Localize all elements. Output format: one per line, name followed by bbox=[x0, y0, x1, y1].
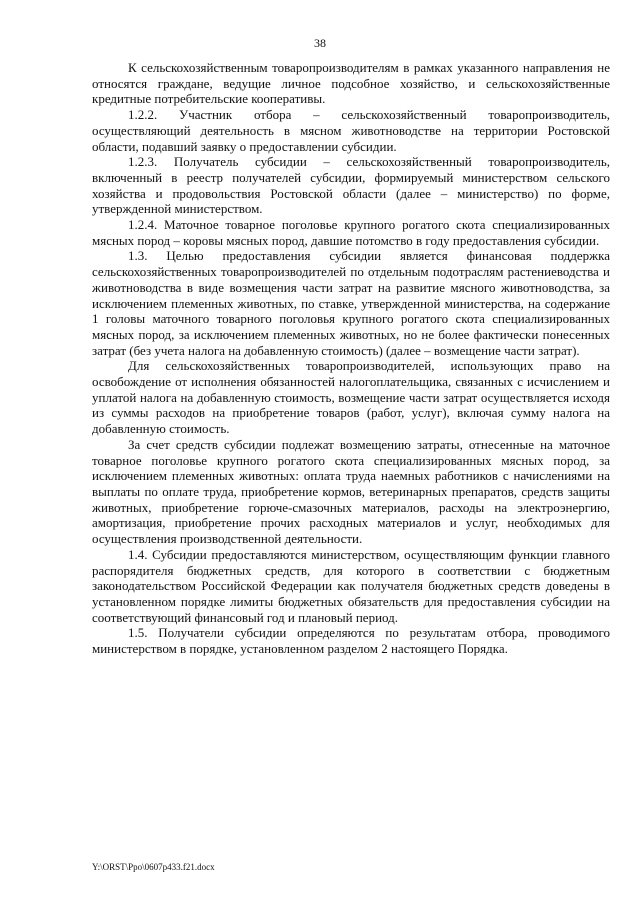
paragraph-1-2-2: 1.2.2. Участник отбора – сельскохозяйственный товаропроизводитель, осуществляющий деятельность в мясном животноводстве на территории Ростовской области, подавший заявку о предоставлении субсидии. bbox=[92, 107, 610, 154]
paragraph-exclusions: К сельскохозяйственным товаропроизводителям в рамках указанного направления не относятся граждане, ведущие личное подсобное хозяйство, и сельскохозяйственные кредитные потребительские кооперативы. bbox=[92, 60, 610, 107]
paragraph-1-3: 1.3. Целью предоставления субсидии является финансовая поддержка сельскохозяйственных товаропроизводителей по отдельным подотраслям растениеводства и животноводства в виде возмещения части затрат на развитие мясного животноводства, за исключением племенных животных, по ставке, утвержденной министерства, на содержание 1 головы маточного товарного поголовья крупного рогатого скота специализированных мясных пород, за исключением племенных животных, но не более фактически понесенных затрат (без учета налога на добавленную стоимость) (далее – возмещение части затрат). bbox=[92, 248, 610, 358]
document-body bbox=[92, 60, 610, 657]
page-number: 38 bbox=[314, 36, 326, 50]
paragraph-reimbursable-costs: За счет средств субсидии подлежат возмещению затраты, отнесенные на маточное товарное поголовье крупного рогатого скота специализированных мясных пород, за исключением племенных животных: оплата труда наемных работников с начислениями на выплаты по оплате труда, приобретение кормов, ветеринарных препаратов, средств защиты животных, приобретение горюче-смазочных материалов, расходы на электроэнергию, амортизация, приобретение прочих расходных материалов и услуг, необходимых для осуществления производственной деятельности. bbox=[92, 436, 610, 547]
paragraph-1-2-4: 1.2.4. Маточное товарное поголовье крупного рогатого скота специализированных мясных пород – коровы мясных пород, давшие потомство в году предоставления субсидии. bbox=[92, 217, 610, 248]
paragraph-1-5: 1.5. Получатели субсидии определяются по результатам отбора, проводимого министерством в порядке, установленном разделом 2 настоящего Порядка. bbox=[92, 625, 610, 657]
paragraph-1-4: 1.4. Субсидии предоставляются министерством, осуществляющим функции главного распорядителя бюджетных средств, для которого в соответствии с бюджетным законодательством Российской Федерации как получателя бюджетных средств доведены в установленном порядке лимиты бюджетных обязательств для предоставления субсидии на соответствующий финансовый год и плановый период. bbox=[92, 546, 610, 625]
paragraph-vat-exemption: Для сельскохозяйственных товаропроизводителей, использующих право на освобождение от исполнения обязанностей налогоплательщика, связанных с исчислением и уплатой налога на добавленную стоимость, возмещение части затрат осуществляется исходя из суммы расходов на приобретение товаров (работ, услуг), включая сумму налога на добавленную стоимость. bbox=[92, 358, 610, 437]
footer-file-path: Y:\ORST\Ppo\0607p433.f21.docx bbox=[92, 862, 215, 872]
paragraph-1-2-3: 1.2.3. Получатель субсидии – сельскохозяйственный товаропроизводитель, включенный в реестр получателей субсидии, формируемый министерством сельского хозяйства и продовольствия Ростовской области (далее – министерство) по форме, утвержденной министерством. bbox=[92, 154, 610, 217]
